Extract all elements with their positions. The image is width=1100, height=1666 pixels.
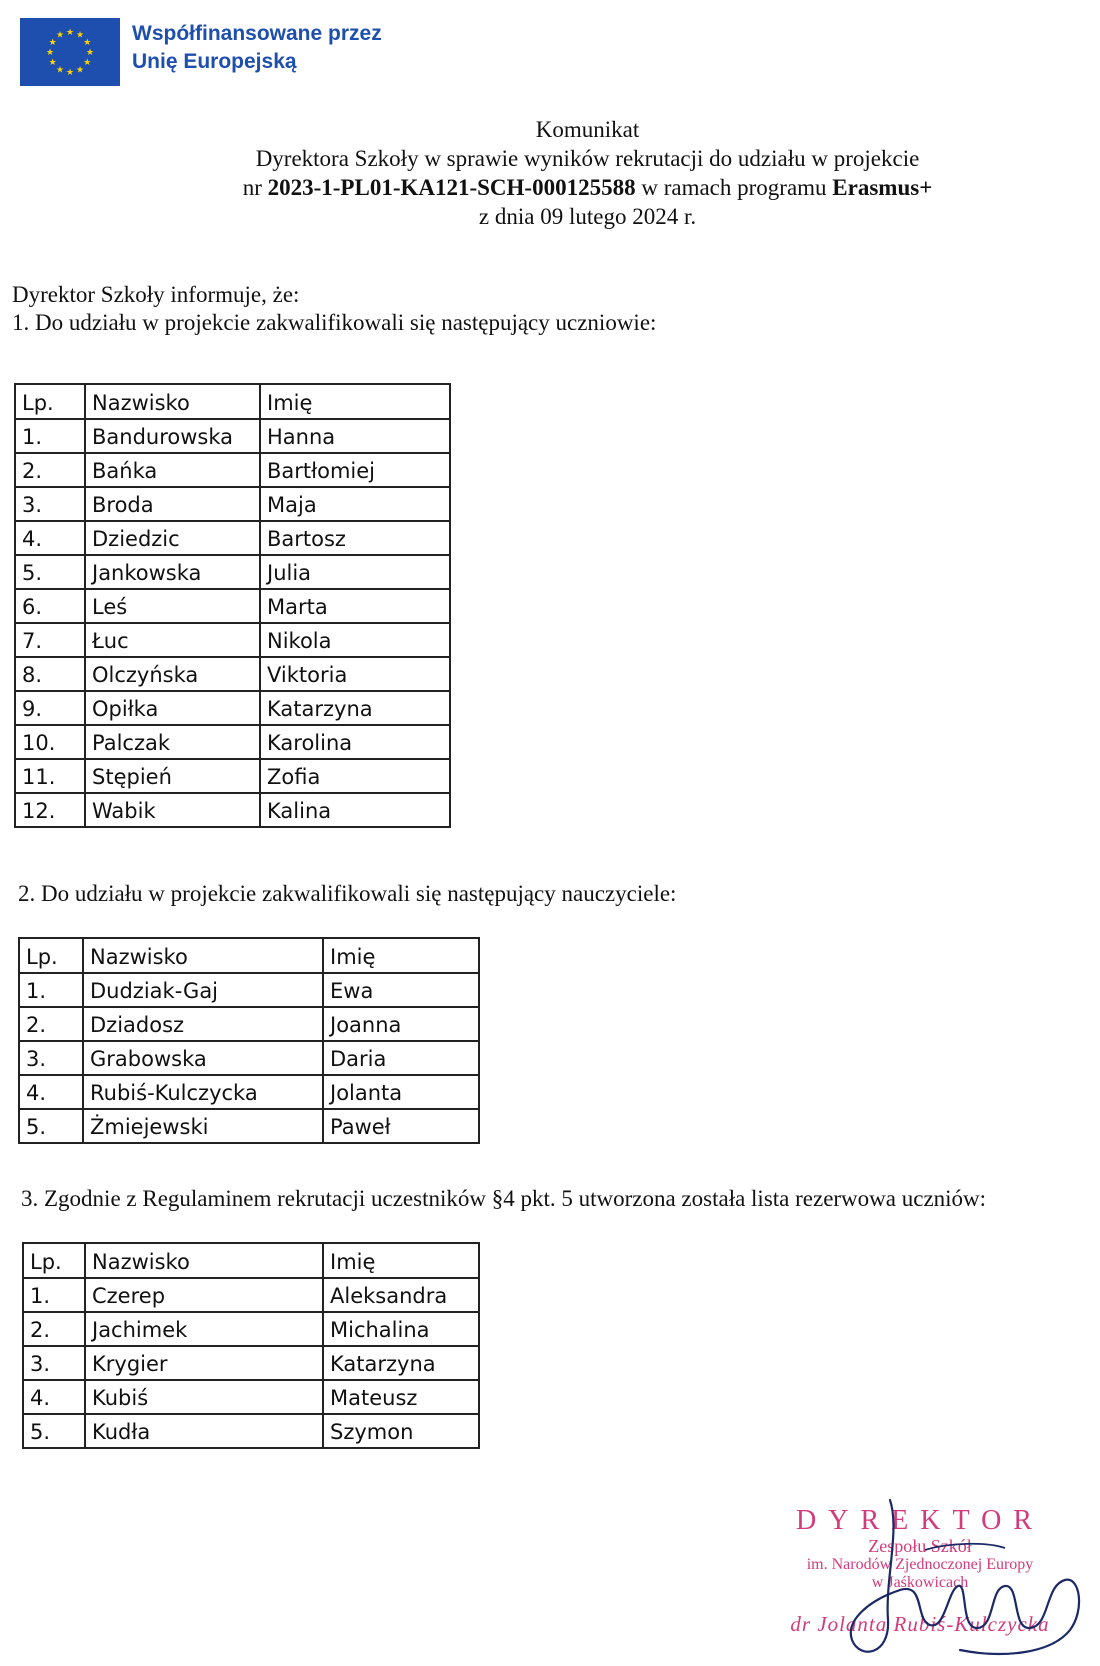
cell-lp: 11. [15,759,85,793]
cell-surname: Rubiś-Kulczycka [83,1075,323,1109]
eu-star-icon: ★ [83,37,92,47]
eu-label-line2: Unię Europejską [132,50,297,73]
eu-star-icon: ★ [75,29,85,40]
cell-lp: 5. [19,1109,83,1143]
table-row [15,589,450,623]
cell-name: Nikola [260,623,450,657]
cell-lp: 1. [23,1278,85,1312]
eu-star-icon: ★ [75,64,85,75]
cell-lp: 7. [15,623,85,657]
cell-name: Daria [323,1041,479,1075]
cell-name: Katarzyna [323,1346,479,1380]
cell-lp: 5. [15,555,85,589]
section3-heading: 3. Zgodnie z Regulaminem rekrutacji uczestników §4 pkt. 5 utworzona została lista rezerwowa uczniów: [21,1186,987,1211]
handwritten-signature-icon [830,1490,1100,1666]
cell-surname: Czerep [85,1278,323,1312]
table-row [23,1278,479,1312]
eu-flag-logo [20,18,120,86]
eu-label-line1: Współfinansowane przez [132,22,382,45]
intro-text: Dyrektor Szkoły informuje, że: [12,282,300,307]
cell-name: Imię [323,938,479,973]
cell-surname: Kubiś [85,1380,323,1414]
table-row [23,1312,479,1346]
cell-name: Katarzyna [260,691,450,725]
cell-surname: Nazwisko [83,938,323,973]
cell-surname: Nazwisko [85,384,260,419]
eu-star-icon: ★ [83,57,92,67]
eu-star-icon: ★ [65,67,75,77]
students-table [14,383,451,828]
cell-surname: Kudła [85,1414,323,1448]
table-row [15,419,450,453]
cell-surname: Broda [85,487,260,521]
header-project-line [0,173,1100,202]
cell-surname: Wabik [85,793,260,827]
cell-lp: 2. [15,453,85,487]
cell-lp: 2. [19,1007,83,1041]
cell-name: Aleksandra [323,1278,479,1312]
table-row [19,1109,479,1143]
cell-lp: 10. [15,725,85,759]
eu-star-icon: ★ [55,64,65,75]
cell-surname: Krygier [85,1346,323,1380]
cell-name: Bartłomiej [260,453,450,487]
signature-stroke [851,1500,1079,1654]
stamp-line1: Zespołu Szkół [868,1536,972,1556]
cell-name: Julia [260,555,450,589]
project-prefix: nr [242,175,268,200]
cell-name: Kalina [260,793,450,827]
cell-lp: Lp. [23,1243,85,1278]
program-name: Erasmus+ [832,175,933,200]
document-header [0,115,1100,231]
table-row [15,793,450,827]
cell-name: Paweł [323,1109,479,1143]
cell-lp: 4. [23,1380,85,1414]
document-title: Komunikat [535,117,640,142]
eu-star-icon: ★ [48,57,57,67]
table-row [15,487,450,521]
cell-lp: Lp. [19,938,83,973]
cell-surname: Nazwisko [85,1243,323,1278]
stamp-line3: w Jaśkowicach [871,1574,969,1591]
cell-lp: 1. [19,973,83,1007]
cell-name: Ewa [323,973,479,1007]
cell-name: Bartosz [260,521,450,555]
cell-surname: Stępień [85,759,260,793]
table-row [15,453,450,487]
header-subject-line: Dyrektora Szkoły w sprawie wyników rekrutacji do udziału w projekcie [255,146,920,171]
teachers-table [18,937,480,1144]
table-row [23,1346,479,1380]
cell-lp: 6. [15,589,85,623]
cell-surname: Łuc [85,623,260,657]
cell-name: Imię [260,384,450,419]
signature-stroke-2 [925,1544,1005,1550]
cell-name: Marta [260,589,450,623]
eu-star-icon: ★ [48,37,57,47]
cell-surname: Bandurowska [85,419,260,453]
table-row [15,623,450,657]
table-row [19,1041,479,1075]
eu-star-icon: ★ [85,47,95,57]
cell-lp: Lp. [15,384,85,419]
cell-name: Viktoria [260,657,450,691]
section2-heading: 2. Do udziału w projekcie zakwalifikowali się następujący nauczyciele: [18,881,677,906]
cell-lp: 1. [15,419,85,453]
table-row [19,1007,479,1041]
cell-lp: 2. [23,1312,85,1346]
project-mid: w ramach programu [635,175,833,200]
cell-surname: Dziadosz [83,1007,323,1041]
table-header-row [19,938,479,973]
cell-surname: Grabowska [83,1041,323,1075]
project-number: 2023-1-PL01-KA121-SCH-000125588 [267,175,636,200]
cell-lp: 8. [15,657,85,691]
cell-lp: 3. [15,487,85,521]
cell-lp: 4. [15,521,85,555]
eu-stars-icon [20,18,120,86]
cell-surname: Jachimek [85,1312,323,1346]
table-row [15,521,450,555]
header-date: z dnia 09 lutego 2024 r. [478,204,697,229]
cell-lp: 5. [23,1414,85,1448]
cell-name: Mateusz [323,1380,479,1414]
table-row [15,691,450,725]
cell-name: Michalina [323,1312,479,1346]
cell-lp: 3. [23,1346,85,1380]
cell-name: Szymon [323,1414,479,1448]
stamp-line2: im. Narodów Zjednoczonej Europy [806,1556,1034,1573]
eu-star-icon: ★ [65,27,75,37]
table-row [23,1380,479,1414]
stamp-signed-name: dr Jolanta Rubiś-Kulczycka [790,1612,1050,1636]
reserve-table [22,1242,480,1449]
cell-surname: Jankowska [85,555,260,589]
eu-cofinanced-label [132,20,382,76]
table-row [19,973,479,1007]
cell-surname: Bańka [85,453,260,487]
cell-name: Joanna [323,1007,479,1041]
cell-surname: Leś [85,589,260,623]
cell-surname: Palczak [85,725,260,759]
table-row [15,555,450,589]
cell-name: Jolanta [323,1075,479,1109]
cell-name: Imię [323,1243,479,1278]
cell-surname: Dziedzic [85,521,260,555]
eu-star-icon: ★ [55,29,65,40]
cell-name: Maja [260,487,450,521]
cell-name: Karolina [260,725,450,759]
eu-star-icon: ★ [45,47,55,57]
stamp-title: DYREKTOR [796,1505,1044,1536]
table-row [15,759,450,793]
cell-name: Hanna [260,419,450,453]
section1-heading: 1. Do udziału w projekcie zakwalifikowali się następujący uczniowie: [12,310,657,335]
table-row [15,725,450,759]
cell-name: Zofia [260,759,450,793]
cell-lp: 4. [19,1075,83,1109]
cell-surname: Żmiejewski [83,1109,323,1143]
table-header-row [23,1243,479,1278]
table-header-row [15,384,450,419]
cell-lp: 12. [15,793,85,827]
cell-lp: 3. [19,1041,83,1075]
cell-surname: Dudziak-Gaj [83,973,323,1007]
cell-surname: Olczyńska [85,657,260,691]
cell-lp: 9. [15,691,85,725]
table-row [23,1414,479,1448]
cell-surname: Opiłka [85,691,260,725]
table-row [19,1075,479,1109]
table-row [15,657,450,691]
